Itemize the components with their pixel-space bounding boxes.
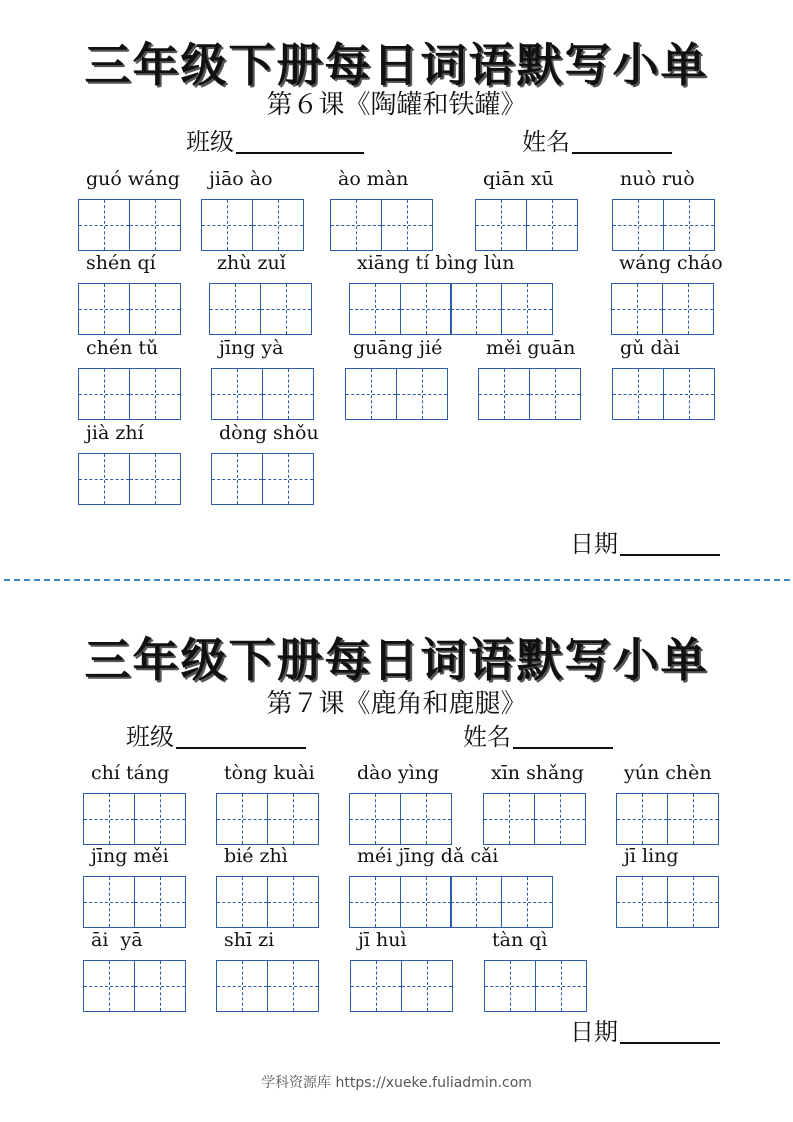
pinyin-label: yún chèn (624, 762, 712, 784)
writing-box-group (349, 876, 551, 928)
tianzige-writing-cell[interactable] (534, 793, 586, 845)
writing-box-group (349, 793, 450, 845)
pinyin-label: xīn shǎng (491, 762, 584, 784)
tianzige-writing-cell[interactable] (535, 960, 587, 1012)
pinyin-label: shī zi (224, 929, 275, 951)
writing-box-group (83, 960, 184, 1012)
writing-box-group (78, 199, 179, 251)
pinyin-label: shén qí (86, 252, 156, 274)
tianzige-writing-cell[interactable] (396, 368, 448, 420)
pinyin-label: jiāo ào (209, 168, 273, 190)
writing-box-group (345, 368, 446, 420)
sheet1-name-field (522, 130, 672, 154)
pinyin-label: méi jīng dǎ cǎi (357, 845, 499, 867)
name-label: 姓名 (463, 723, 511, 751)
tianzige-writing-cell[interactable] (349, 793, 401, 845)
tianzige-writing-cell[interactable] (262, 453, 314, 505)
pinyin-label: nuò ruò (620, 168, 695, 190)
tianzige-writing-cell[interactable] (330, 199, 382, 251)
writing-box-group (216, 876, 317, 928)
pinyin-label: zhù zuǐ (217, 252, 286, 274)
tianzige-writing-cell[interactable] (209, 283, 261, 335)
cut-line-divider (4, 579, 790, 581)
writing-box-group (484, 960, 585, 1012)
tianzige-writing-cell[interactable] (484, 960, 536, 1012)
writing-box-group (209, 283, 310, 335)
pinyin-label: guāng jié (353, 337, 443, 359)
tianzige-writing-cell[interactable] (612, 368, 664, 420)
writing-box-group (211, 453, 312, 505)
sheet2-name-field (463, 725, 613, 749)
pinyin-label: chí táng (91, 762, 170, 784)
sheet2-date-field (570, 1020, 720, 1044)
tianzige-writing-cell[interactable] (129, 283, 181, 335)
writing-box-group (349, 283, 551, 335)
pinyin-label: bié zhì (224, 845, 288, 867)
sheet1-title: 三年级下册每日词语默写小单 (84, 38, 709, 92)
pinyin-label: tàn qì (492, 929, 548, 951)
pinyin-label: gǔ dài (620, 337, 681, 359)
class-blank[interactable] (176, 725, 306, 749)
writing-box-group (478, 368, 579, 420)
pinyin-label: jīng měi (91, 845, 169, 867)
tianzige-writing-cell[interactable] (616, 876, 668, 928)
class-label: 班级 (186, 128, 234, 156)
pinyin-label: āi yā (91, 929, 143, 951)
date-label: 日期 (570, 530, 618, 558)
tianzige-writing-cell[interactable] (611, 283, 663, 335)
writing-box-group (78, 453, 179, 505)
tianzige-writing-cell[interactable] (345, 368, 397, 420)
tianzige-writing-cell[interactable] (252, 199, 304, 251)
pinyin-label: tòng kuài (224, 762, 315, 784)
writing-box-group (78, 368, 179, 420)
name-label: 姓名 (522, 128, 570, 156)
tianzige-writing-cell[interactable] (400, 793, 452, 845)
tianzige-writing-cell[interactable] (129, 199, 181, 251)
tianzige-writing-cell[interactable] (450, 876, 502, 928)
sheet2-title: 三年级下册每日词语默写小单 (84, 633, 709, 687)
tianzige-writing-cell[interactable] (78, 368, 130, 420)
tianzige-writing-cell[interactable] (616, 793, 668, 845)
pinyin-label: měi guān (486, 337, 576, 359)
tianzige-writing-cell[interactable] (211, 453, 263, 505)
tianzige-writing-cell[interactable] (216, 960, 268, 1012)
tianzige-writing-cell[interactable] (475, 199, 527, 251)
writing-box-group (612, 199, 713, 251)
name-blank[interactable] (572, 130, 672, 154)
pinyin-label: jī ling (624, 845, 679, 867)
tianzige-writing-cell[interactable] (201, 199, 253, 251)
pinyin-label: xiāng tí bìng lùn (357, 252, 515, 274)
pinyin-label: jià zhí (86, 422, 144, 444)
tianzige-writing-cell[interactable] (134, 876, 186, 928)
writing-box-group (330, 199, 431, 251)
writing-box-group (83, 876, 184, 928)
class-blank[interactable] (236, 130, 364, 154)
writing-box-group (201, 199, 302, 251)
tianzige-writing-cell[interactable] (216, 876, 268, 928)
sheet1-class-field (186, 130, 364, 154)
tianzige-writing-cell[interactable] (78, 199, 130, 251)
tianzige-writing-cell[interactable] (134, 960, 186, 1012)
writing-box-group (78, 283, 179, 335)
tianzige-writing-cell[interactable] (501, 283, 553, 335)
writing-box-group (475, 199, 576, 251)
writing-box-group (616, 876, 717, 928)
footer-source: 学科资源库 https://xueke.fuliadmin.com (261, 1075, 532, 1091)
tianzige-writing-cell[interactable] (262, 368, 314, 420)
writing-box-group (350, 960, 451, 1012)
sheet1-date-field (570, 532, 720, 556)
tianzige-writing-cell[interactable] (267, 793, 319, 845)
tianzige-writing-cell[interactable] (529, 368, 581, 420)
writing-box-group (612, 368, 713, 420)
sheet1-lesson-title: 第６课《陶罐和铁罐》 (266, 90, 527, 120)
tianzige-writing-cell[interactable] (78, 283, 130, 335)
tianzige-writing-cell[interactable] (216, 793, 268, 845)
tianzige-writing-cell[interactable] (526, 199, 578, 251)
tianzige-writing-cell[interactable] (267, 960, 319, 1012)
tianzige-writing-cell[interactable] (83, 793, 135, 845)
tianzige-writing-cell[interactable] (663, 368, 715, 420)
date-blank[interactable] (620, 532, 720, 556)
tianzige-writing-cell[interactable] (83, 876, 135, 928)
tianzige-writing-cell[interactable] (349, 283, 401, 335)
date-label: 日期 (570, 1018, 618, 1046)
pinyin-label: chén tǔ (86, 337, 159, 359)
tianzige-writing-cell[interactable] (260, 283, 312, 335)
tianzige-writing-cell[interactable] (134, 793, 186, 845)
tianzige-writing-cell[interactable] (349, 876, 401, 928)
writing-box-group (616, 793, 717, 845)
sheet2-lesson-title: 第７课《鹿角和鹿腿》 (266, 689, 527, 719)
pinyin-label: guó wáng (86, 168, 180, 190)
writing-box-group (216, 960, 317, 1012)
tianzige-writing-cell[interactable] (478, 368, 530, 420)
tianzige-writing-cell[interactable] (400, 283, 452, 335)
tianzige-writing-cell[interactable] (612, 199, 664, 251)
tianzige-writing-cell[interactable] (400, 876, 452, 928)
tianzige-writing-cell[interactable] (667, 876, 719, 928)
tianzige-writing-cell[interactable] (129, 453, 181, 505)
tianzige-writing-cell[interactable] (78, 453, 130, 505)
tianzige-writing-cell[interactable] (381, 199, 433, 251)
pinyin-label: wáng cháo (619, 252, 723, 274)
writing-box-group (611, 283, 712, 335)
writing-box-group (483, 793, 584, 845)
tianzige-writing-cell[interactable] (129, 368, 181, 420)
writing-box-group (83, 793, 184, 845)
class-label: 班级 (126, 723, 174, 751)
writing-box-group (216, 793, 317, 845)
sheet2-class-field (126, 725, 306, 749)
tianzige-writing-cell[interactable] (483, 793, 535, 845)
tianzige-writing-cell[interactable] (501, 876, 553, 928)
tianzige-writing-cell[interactable] (83, 960, 135, 1012)
tianzige-writing-cell[interactable] (401, 960, 453, 1012)
tianzige-writing-cell[interactable] (211, 368, 263, 420)
name-blank[interactable] (513, 725, 613, 749)
tianzige-writing-cell[interactable] (667, 793, 719, 845)
tianzige-writing-cell[interactable] (663, 199, 715, 251)
tianzige-writing-cell[interactable] (350, 960, 402, 1012)
pinyin-label: jī huì (358, 929, 407, 951)
pinyin-label: ào màn (338, 168, 409, 190)
pinyin-label: jīng yà (219, 337, 284, 359)
pinyin-label: dào yìng (357, 762, 440, 784)
tianzige-writing-cell[interactable] (267, 876, 319, 928)
pinyin-label: qiān xū (483, 168, 554, 190)
tianzige-writing-cell[interactable] (450, 283, 502, 335)
pinyin-label: dòng shǒu (219, 422, 319, 444)
date-blank[interactable] (620, 1020, 720, 1044)
tianzige-writing-cell[interactable] (662, 283, 714, 335)
writing-box-group (211, 368, 312, 420)
